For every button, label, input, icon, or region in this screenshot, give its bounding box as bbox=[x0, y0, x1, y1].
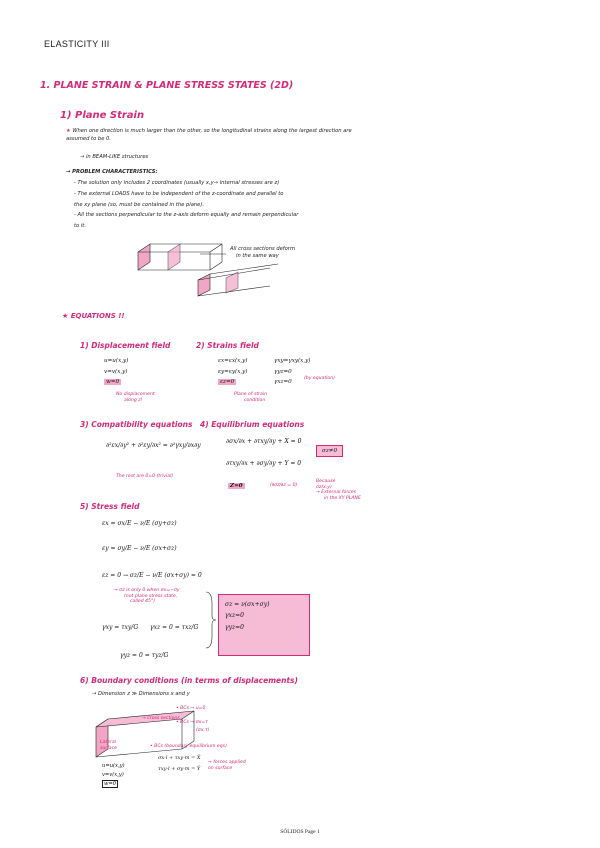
stress-eq-5: γxz = 0 = τxz/G bbox=[150, 624, 199, 631]
displacement-field bbox=[104, 356, 128, 388]
equilibrium-eq-1: ∂σx/∂x + ∂τxy/∂y + X = 0 bbox=[226, 438, 302, 445]
strain-line: γyz=0 bbox=[274, 368, 292, 375]
characteristic-line: the xy plane (so, must be contained in the plane). bbox=[74, 201, 205, 208]
stress-box-line: σz = ν(σx+σy) bbox=[225, 601, 270, 608]
boundary-side-note: → forces applied on surface bbox=[208, 760, 246, 771]
displacement-line: v=v(x,y) bbox=[104, 368, 128, 375]
characteristics-heading: → PROBLEM CHARACTERISTICS: bbox=[66, 169, 158, 175]
displacement-line: w=0 bbox=[106, 379, 120, 386]
strain-line: εy=εy(x,y) bbox=[218, 368, 248, 375]
boundary-lateral-note-2: surface bbox=[100, 745, 117, 751]
boundary-left-line: v=v(x,y) bbox=[102, 771, 124, 778]
stress-note-1: → σz is only 0 when σx=−σy bbox=[114, 588, 180, 593]
characteristic-line: - The solution only includes 2 coordinates (usually x,y→ internal stresses are z) bbox=[74, 180, 280, 186]
boundary-cross-section-note: → cross sections bbox=[142, 716, 180, 721]
boundary-bc-4: σx·l + τxy·m = X̄ bbox=[158, 755, 201, 761]
equations-heading: ★ EQUATIONS !! bbox=[62, 312, 125, 320]
characteristic-line: to it. bbox=[74, 223, 86, 230]
strains-note-2: condition bbox=[244, 397, 266, 403]
stress-note-3: called 45°) bbox=[130, 599, 156, 605]
stress-eq-6: γyz = 0 = τyz/G bbox=[120, 652, 169, 659]
stress-eq-3: εz = 0 → σz/E − ν/E (σx+σy) = 0 bbox=[102, 572, 202, 579]
compatibility-heading: 3) Compatibility equations bbox=[80, 420, 193, 429]
z-equation: Z=0 bbox=[230, 483, 243, 489]
page-title: ELASTICITY III bbox=[44, 39, 110, 49]
displacement-heading: 1) Displacement field bbox=[80, 341, 171, 350]
stress-box-line: γyz=0 bbox=[225, 623, 244, 631]
displacement-line: u=u(x,y) bbox=[104, 358, 129, 364]
plane-strain-intro bbox=[66, 128, 366, 144]
section-heading: 1. PLANE STRAIN & PLANE STRESS STATES (2D) bbox=[40, 80, 294, 91]
boundary-left-line: u=u(x,y) bbox=[102, 763, 125, 769]
boundary-bc-2-note: (σx,τ) bbox=[196, 728, 210, 733]
boundary-left-lines bbox=[102, 762, 125, 789]
sigma-z-box: σz≠0 bbox=[316, 445, 343, 457]
characteristics-list bbox=[74, 180, 374, 231]
compatibility-equation: ∂²εx/∂y² + ∂²εy/∂x² = ∂²γxy/∂x∂y bbox=[106, 442, 201, 449]
boundary-bc-5: τxy·l + σy·m = Ȳ bbox=[158, 766, 201, 772]
boundary-sub: → Dimension z ≫ Dimensions x and y bbox=[92, 691, 190, 697]
equilibrium-side-note bbox=[316, 479, 361, 502]
stress-box-line: γxz=0 bbox=[225, 612, 244, 620]
stress-result-box bbox=[218, 594, 310, 656]
z-equation-note: (∂σz/∂z = 0) bbox=[270, 483, 298, 488]
stress-eq-2: εy = σy/E − ν/E (σx+σz) bbox=[102, 545, 177, 552]
equilibrium-side-note-4: in the XY PLANE bbox=[324, 496, 361, 502]
boundary-heading: 6) Boundary conditions (in terms of displacements) bbox=[80, 676, 298, 685]
strain-line: γxy=γxy(x,y) bbox=[274, 358, 311, 364]
equilibrium-heading: 4) Equilibrium equations bbox=[200, 420, 305, 429]
boundary-left-line: w=0 bbox=[104, 780, 117, 787]
strain-line: εz=0 bbox=[220, 379, 235, 386]
characteristic-line: - All the sections perpendicular to the z-axis deform equally and remain perpendicular bbox=[74, 212, 299, 219]
plane-strain-heading: 1) Plane Strain bbox=[60, 110, 145, 121]
strains-right bbox=[274, 356, 310, 388]
stress-note-2: (not plane stress state, bbox=[124, 593, 178, 599]
boundary-bc-2: • BCs → σx=τ bbox=[176, 720, 208, 725]
boundary-lateral-note-1: Lateral bbox=[100, 740, 116, 745]
equilibrium-side-note-2: σz(x,y) bbox=[316, 484, 332, 490]
page-footer: SÓLIDOS Page 1 bbox=[280, 829, 320, 835]
displacement-note bbox=[116, 392, 155, 403]
strain-line: γxz=0 bbox=[274, 379, 292, 386]
characteristic-line: - The external LOADS have to be independent of the z-coordinate and parallel to bbox=[74, 190, 284, 197]
plane-strain-intro-note: → in BEAM-LIKE structures bbox=[80, 154, 149, 160]
strain-line: εx=εx(x,y) bbox=[218, 358, 248, 364]
equilibrium-side-note-3: → External forces bbox=[316, 490, 356, 496]
diagram-label-2: in the same way bbox=[236, 253, 279, 259]
strains-note bbox=[234, 392, 267, 403]
strains-left bbox=[218, 356, 247, 388]
strains-right-note: (by equation) bbox=[304, 376, 335, 381]
brace-icon bbox=[204, 590, 216, 650]
displacement-note-1: No displacement bbox=[116, 392, 155, 397]
stress-eq-4: γxy = τxy/G bbox=[102, 624, 139, 631]
stress-heading: 5) Stress field bbox=[80, 502, 140, 511]
stress-note bbox=[114, 588, 180, 605]
strains-heading: 2) Strains field bbox=[196, 341, 259, 350]
equilibrium-side-note-1: Because bbox=[316, 479, 336, 484]
boundary-bc-1: • BCs → u=0 bbox=[176, 706, 206, 711]
boundary-lateral-note bbox=[100, 740, 117, 751]
stress-eq-1: εx = σx/E − ν/E (σy+σz) bbox=[102, 520, 177, 527]
boundary-bc-3: • BCs (boundary equilibrium eqs) bbox=[150, 744, 227, 749]
star-icon: ★ bbox=[66, 128, 73, 134]
equilibrium-eq-2: ∂τxy/∂x + ∂σy/∂y + Y = 0 bbox=[226, 460, 302, 467]
plane-strain-intro-text: When one direction is much larger than the other, so the longitudinal strains along the largest direction are assumed to be 0. bbox=[66, 128, 352, 142]
displacement-note-2: along z! bbox=[124, 397, 143, 403]
compatibility-note: The rest are 0=0 (trivial) bbox=[116, 474, 174, 479]
diagram-label-1: All cross sections deform bbox=[230, 246, 295, 252]
strains-note-1: Plane of strain bbox=[234, 392, 268, 397]
